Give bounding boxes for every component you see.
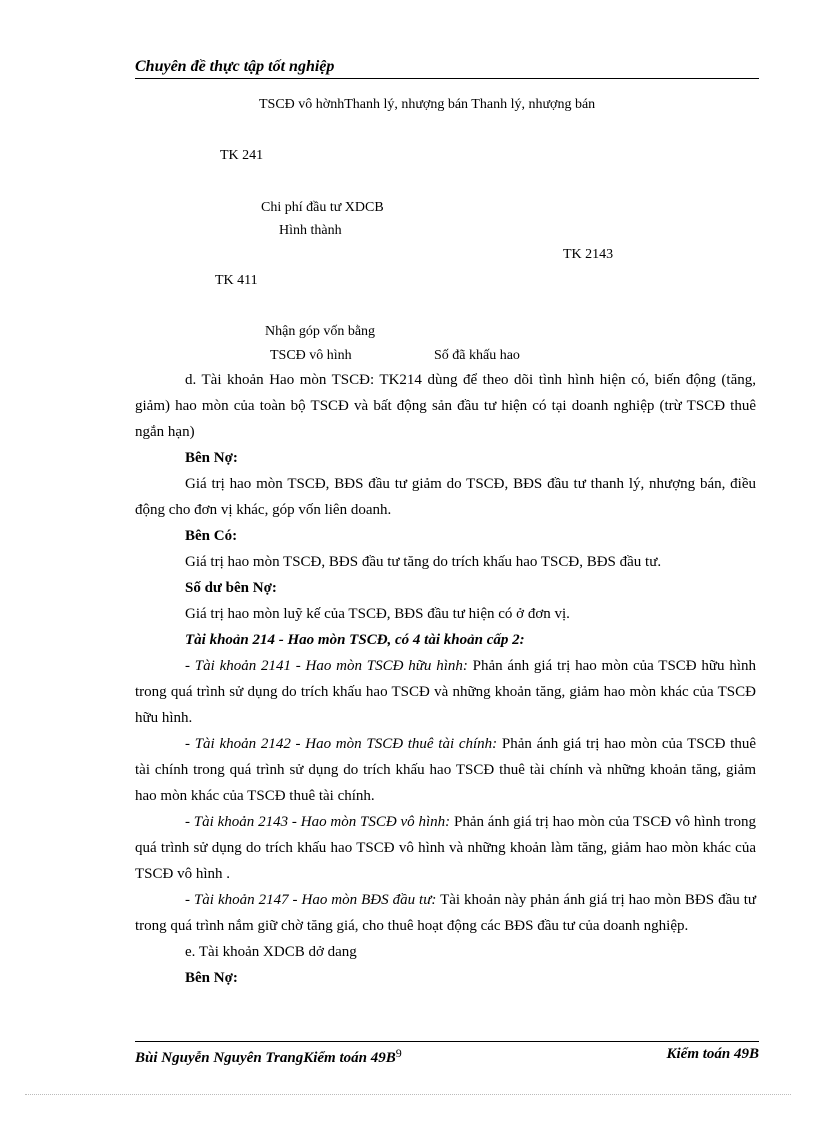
paragraph-tk2147 <box>135 887 756 939</box>
tk2143-text: Phản ánh giá trị hao mòn của TSCĐ vô hình trong quá trình sử dụng do trích khấu hao TSCĐ vô hình và những khoản làm tăng, giảm hao mòn khác của TSCĐ vô hình . <box>135 814 756 882</box>
tk2143-label: - Tài khoản 2143 - Hao mòn TSCĐ vô hình: <box>185 814 451 830</box>
footer-right: Kiểm toán 49B <box>666 1046 759 1062</box>
header-rule <box>135 78 759 79</box>
label-ben-no: Bên Nợ: <box>185 450 238 466</box>
diagram-top-line: TSCĐ vô hờnhThanh lý, nhượng bán Thanh lý, nhượng bán <box>259 97 596 112</box>
heading-tk214: Tài khoản 214 - Hao mòn TSCĐ, có 4 tài khoản cấp 2: <box>185 632 525 648</box>
tk2141-text: Phản ánh giá trị hao mòn của TSCĐ hữu hình trong quá trình sử dụng do trích khấu hao TSCĐ và những khoản tăng, giảm hao mòn khác của TSCĐ hữu hình. <box>135 658 756 726</box>
tk2147-text: Tài khoản này phản ánh giá trị hao mòn BĐS đầu tư trong quá trình nắm giữ chờ tăng giá, cho thuê hoạt động các BĐS đầu tư của doanh nghiệp. <box>135 892 756 934</box>
paragraph-tk214-intro: d. Tài khoản Hao mòn TSCĐ: TK214 dùng để theo dõi tình hình hiện có, biến động (tăng, giảm) hao mòn của toàn bộ TSCĐ và bất động sản đầu tư hiện có tại doanh nghiệp (trừ TSCĐ thuê ngắn hạn) <box>135 372 756 440</box>
diagram-so-da-khau-hao: Số đã khấu hao <box>434 348 520 363</box>
header-title: Chuyên đề thực tập tốt nghiệp <box>135 58 335 75</box>
label-ben-no-2: Bên Nợ: <box>185 970 238 986</box>
paragraph-ben-co: Giá trị hao mòn TSCĐ, BĐS đầu tư tăng do trích khấu hao TSCĐ, BĐS đầu tư. <box>185 554 662 570</box>
page-bottom-divider <box>25 1094 791 1095</box>
footer-author-text: Bùi Nguyễn Nguyên TrangKiểm toán 49B <box>135 1050 396 1066</box>
diagram-tk411: TK 411 <box>215 273 258 288</box>
diagram-hinh-thanh: Hình thành <box>279 223 342 238</box>
tk2142-label: - Tài khoản 2142 - Hao mòn TSCĐ thuê tài chính: <box>185 736 498 752</box>
diagram-tk241: TK 241 <box>220 148 264 163</box>
diagram-chi-phi: Chi phí đầu tư XDCB <box>261 200 384 215</box>
tk2141-label: - Tài khoản 2141 - Hao mòn TSCĐ hữu hình: <box>185 658 468 674</box>
paragraph-tk2142 <box>135 731 756 809</box>
paragraph-tk2141 <box>135 653 756 731</box>
paragraph-so-du: Giá trị hao mòn luỹ kế của TSCĐ, BĐS đầu tư hiện có ở đơn vị. <box>185 606 570 622</box>
tk2142-text: Phản ánh giá trị hao mòn của TSCĐ thuê tài chính trong quá trình sử dụng do trích khấu hao TSCĐ thuê tài chính và những khoản tăng, giảm hao mòn khác của TSCĐ thuê tài chính. <box>135 736 756 804</box>
paragraph-tk2143 <box>135 809 756 887</box>
diagram-tk2143: TK 2143 <box>563 247 614 262</box>
footer-rule <box>135 1041 759 1042</box>
paragraph-ben-no: Giá trị hao mòn TSCĐ, BĐS đầu tư giảm do TSCĐ, BĐS đầu tư thanh lý, nhượng bán, điều động cho đơn vị khác, góp vốn liên doanh. <box>135 476 756 518</box>
page-number: 9 <box>395 1046 402 1060</box>
body-text <box>135 367 756 991</box>
label-so-du-ben-no: Số dư bên Nợ: <box>185 580 277 596</box>
diagram-nhan-gop: Nhận góp vốn bằng <box>265 324 376 339</box>
paragraph-tk-xdcb: e. Tài khoản XDCB dở dang <box>185 944 357 960</box>
tk2147-label: - Tài khoản 2147 - Hao mòn BĐS đầu tư: <box>185 892 437 908</box>
diagram-tscd-vo-hinh: TSCĐ vô hình <box>270 348 352 363</box>
label-ben-co: Bên Có: <box>185 528 238 544</box>
footer-author <box>135 1046 402 1067</box>
